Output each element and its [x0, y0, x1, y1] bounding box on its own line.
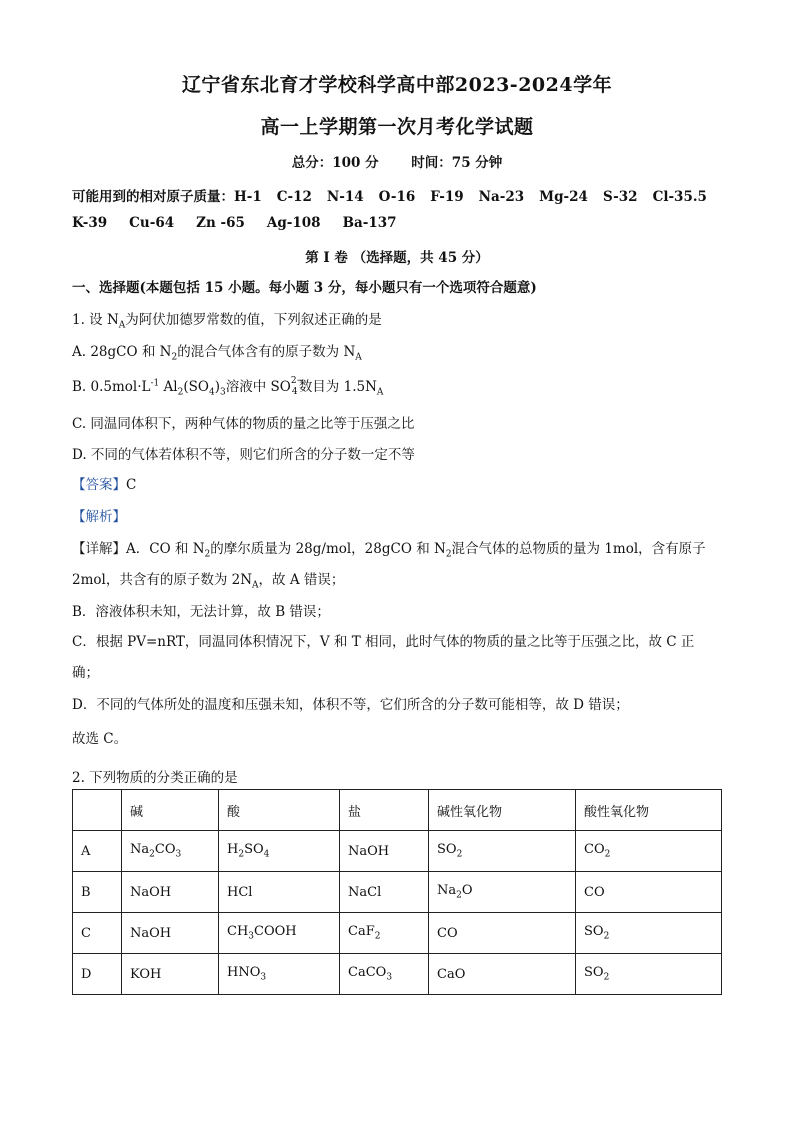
question-1-analysis: [72, 505, 722, 525]
atomic-mass-item: O-16: [378, 189, 416, 205]
question-1-detail-d: D．不同的气体所处的温度和压强未知，体积不等，它们所含的分子数可能相等，故 D 错误；: [72, 697, 629, 713]
exam-title-line2: 高一上学期第一次月考化学试题: [260, 116, 534, 138]
formula-cell: CaF$_2$: [340, 913, 429, 954]
atomic-mass-label: 可能用到的相对原子质量：: [72, 189, 234, 205]
table-row: [73, 913, 722, 954]
question-1-option-b: B. $0.5mol\cdot L^{-1}$ $Al_2(SO_4)_3$溶液中 SO 2− 4 数目为 $1.5N_A$: [72, 375, 384, 398]
table-row: [73, 831, 722, 872]
part-title: 第 I 卷 （选择题，共 45 分）: [305, 250, 489, 266]
table-row: [73, 872, 722, 913]
formula-cell: NaCl: [340, 872, 429, 913]
question-1-answer: [72, 473, 722, 493]
formula-cell: $HNO_3$: [219, 954, 340, 995]
atomic-mass-item: Zn -65: [196, 215, 245, 231]
question-1-detail-b: B．溶液体积未知，无法计算，故 B 错误；: [72, 604, 330, 620]
formula-cell: $CO_2$: [576, 831, 722, 872]
classification-table: [72, 789, 722, 995]
formula-cell: NaOH: [122, 913, 219, 954]
formula-cell: $Na_2CO_3$: [122, 831, 219, 872]
table-header-cell: [73, 790, 122, 831]
atomic-mass-list2: [72, 215, 397, 231]
atomic-mass-item: Cu-64: [129, 215, 175, 231]
question-1-option-d: D. 不同的气体若体积不等，则它们所含的分子数一定不等: [72, 447, 415, 463]
answer-tag: 【答案】: [72, 477, 126, 493]
atomic-mass-row2: [72, 215, 722, 231]
atomic-mass-item: Ba-137: [342, 215, 397, 231]
formula-cell: $Na_2O$: [429, 872, 576, 913]
formula-cell: CO: [576, 872, 722, 913]
table-header-cell: 碱: [122, 790, 219, 831]
formula-cell: NaOH: [340, 831, 429, 872]
row-label: C: [73, 913, 122, 954]
atomic-mass-item: Ag-108: [266, 215, 321, 231]
analysis-tag: 【解析】: [72, 509, 126, 525]
question-1-stem: 1. 设 $N_A$为阿伏加德罗常数的值，下列叙述正确的是: [72, 312, 382, 331]
table-header-cell: 酸性氧化物: [576, 790, 722, 831]
table-header-cell: 酸: [219, 790, 340, 831]
formula-cell: $CH_3COOH$: [219, 913, 340, 954]
atomic-mass-list1: [234, 189, 707, 205]
atomic-mass-item: C-12: [276, 189, 312, 205]
formula-cell: $SO_2$: [576, 954, 722, 995]
atomic-mass-item: H-1: [234, 189, 262, 205]
formula-cell: $SO_2$: [576, 913, 722, 954]
atomic-mass-item: F-19: [430, 189, 464, 205]
table-header-cell: 盐: [340, 790, 429, 831]
question-2-stem: 2. 下列物质的分类正确的是: [72, 770, 238, 786]
section-title: 一、选择题(本题包括 15 小题。每小题 3 分，每小题只有一个选项符合题意): [72, 280, 537, 296]
formula-cell: NaOH: [122, 872, 219, 913]
atomic-mass-item: N-14: [326, 189, 364, 205]
sulfate-ion-script: 2− 4: [290, 375, 305, 397]
detail-tag: 【详解】: [72, 541, 126, 557]
formula-cell: $H_2SO_4$: [219, 831, 340, 872]
atomic-mass-row1: [72, 185, 722, 205]
formula-cell: CO: [429, 913, 576, 954]
question-1-detail-a-cont: 2mol，共含有的原子数为 $2N_A$，故 A 错误；: [72, 572, 345, 591]
row-label: A: [73, 831, 122, 872]
exam-title-line1: 辽宁省东北育才学校科学高中部2023-2024学年: [181, 74, 613, 96]
row-label: B: [73, 872, 122, 913]
answer-value: C: [126, 477, 137, 493]
total-score: 总分：100 分: [291, 155, 379, 171]
question-1-conclusion: 故选 C。: [72, 731, 128, 747]
question-1-detail-c: C．根据 PV=nRT，同温同体积情况下，V 和 T 相同，此时气体的物质的量之比等于压强之比，故 C 正: [72, 634, 695, 650]
table-header-row: [73, 790, 722, 831]
formula-cell: HCl: [219, 872, 340, 913]
exam-meta: [0, 151, 794, 171]
table-header-cell: 碱性氧化物: [429, 790, 576, 831]
formula-cell: $SO_2$: [429, 831, 576, 872]
formula-cell: CaO: [429, 954, 576, 995]
atomic-mass-item: Cl-35.5: [652, 189, 707, 205]
row-label: D: [73, 954, 122, 995]
atomic-mass-item: S-32: [602, 189, 638, 205]
atomic-mass-item: Mg-24: [539, 189, 588, 205]
question-1-option-a: A. 28gCO 和 $N_2$的混合气体含有的原子数为 $N_A$: [72, 344, 362, 363]
question-1-option-c: C. 同温同体积下，两种气体的物质的量之比等于压强之比: [72, 416, 415, 432]
question-1-detail-c-cont: 确；: [72, 665, 99, 681]
formula-cell: CaCO$_3$: [340, 954, 429, 995]
question-1-detail-a: 【详解】A．CO 和 $N_2$的摩尔质量为 28g/mol，28gCO 和 $N_2$混合气体的总物质的量为 1mol，含有原子: [72, 541, 706, 560]
atomic-mass-item: K-39: [72, 215, 108, 231]
exam-time: 时间：75 分钟: [411, 155, 503, 171]
atomic-mass-item: Na-23: [478, 189, 525, 205]
table-row: [73, 954, 722, 995]
formula-cell: KOH: [122, 954, 219, 995]
